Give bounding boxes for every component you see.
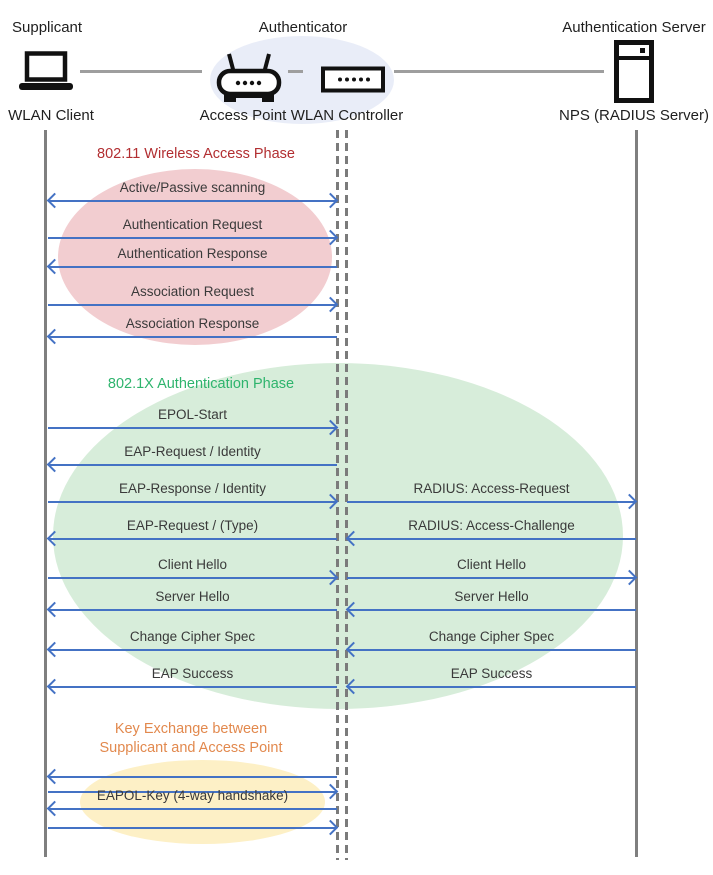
message-label: Association Response <box>125 316 260 331</box>
phase3-title-line1: Key Exchange between <box>114 721 268 737</box>
phase2-title: 802.1X Authentication Phase <box>107 376 295 392</box>
message-arrow <box>347 501 636 503</box>
arrowhead-left-icon <box>47 679 63 695</box>
message-arrow <box>347 649 636 651</box>
message-label: EAP-Request / (Type) <box>126 518 259 533</box>
access-point-label: Access Point <box>199 107 287 124</box>
arrowhead-left-icon <box>47 769 63 785</box>
nps-radius-server-label: NPS (RADIUS Server) <box>558 107 710 124</box>
authenticator-role-label: Authenticator <box>258 19 348 36</box>
message-label: EPOL-Start <box>157 407 228 422</box>
phase3-title-line2: Supplicant and Access Point <box>99 740 283 756</box>
message-arrow <box>347 577 636 579</box>
arrowhead-left-icon <box>47 193 63 209</box>
message-arrow <box>48 427 337 429</box>
message-arrow <box>48 200 337 202</box>
arrowhead-left-icon <box>47 801 63 817</box>
message-arrow <box>347 609 636 611</box>
message-arrow <box>48 266 337 268</box>
server-icon <box>613 40 655 103</box>
phase1-title: 802.11 Wireless Access Phase <box>97 146 295 162</box>
message-arrow <box>347 686 636 688</box>
message-arrow <box>48 827 337 829</box>
arrowhead-left-icon <box>47 457 63 473</box>
supplicant-lifeline <box>44 130 47 857</box>
message-label: Server Hello <box>454 589 529 604</box>
message-arrow <box>48 464 337 466</box>
wlan-controller-label: WLAN Controller <box>290 107 404 124</box>
message-arrow <box>48 501 337 503</box>
connector-line <box>80 70 202 73</box>
message-label: RADIUS: Access-Challenge <box>408 518 575 533</box>
message-label: Active/Passive scanning <box>119 180 266 195</box>
message-arrow <box>48 686 337 688</box>
message-label: EAPOL-Key (4-way handshake) <box>96 788 289 803</box>
message-label: Change Cipher Spec <box>129 629 256 644</box>
message-arrow <box>48 609 337 611</box>
message-label: Client Hello <box>157 557 228 572</box>
message-label: Client Hello <box>456 557 527 572</box>
message-label: EAP Success <box>450 666 533 681</box>
connector-line <box>394 70 604 73</box>
message-arrow <box>347 538 636 540</box>
message-label: RADIUS: Access-Request <box>413 481 570 496</box>
arrowhead-left-icon <box>47 329 63 345</box>
wlan-controller-icon <box>321 66 385 93</box>
connector-line <box>288 70 303 73</box>
message-label: EAP-Response / Identity <box>118 481 267 496</box>
message-label: Association Request <box>130 284 255 299</box>
message-arrow <box>48 649 337 651</box>
arrowhead-left-icon <box>47 642 63 658</box>
message-arrow <box>48 336 337 338</box>
message-arrow <box>48 776 337 778</box>
message-label: Server Hello <box>155 589 230 604</box>
arrowhead-left-icon <box>47 602 63 618</box>
message-arrow <box>48 577 337 579</box>
message-label: Authentication Response <box>117 246 268 261</box>
laptop-icon <box>13 51 79 93</box>
message-arrow <box>48 808 337 810</box>
message-arrow <box>48 304 337 306</box>
auth-server-role-label: Authentication Server <box>562 19 706 36</box>
message-label: EAP-Request / Identity <box>124 444 261 459</box>
access-point-icon <box>213 51 285 105</box>
message-label: Authentication Request <box>122 217 263 232</box>
message-label: Change Cipher Spec <box>428 629 555 644</box>
message-label: EAP Success <box>151 666 234 681</box>
message-arrow <box>48 237 337 239</box>
message-arrow <box>48 538 337 540</box>
supplicant-role-label: Supplicant <box>12 19 83 36</box>
wlan-client-label: WLAN Client <box>8 107 94 124</box>
